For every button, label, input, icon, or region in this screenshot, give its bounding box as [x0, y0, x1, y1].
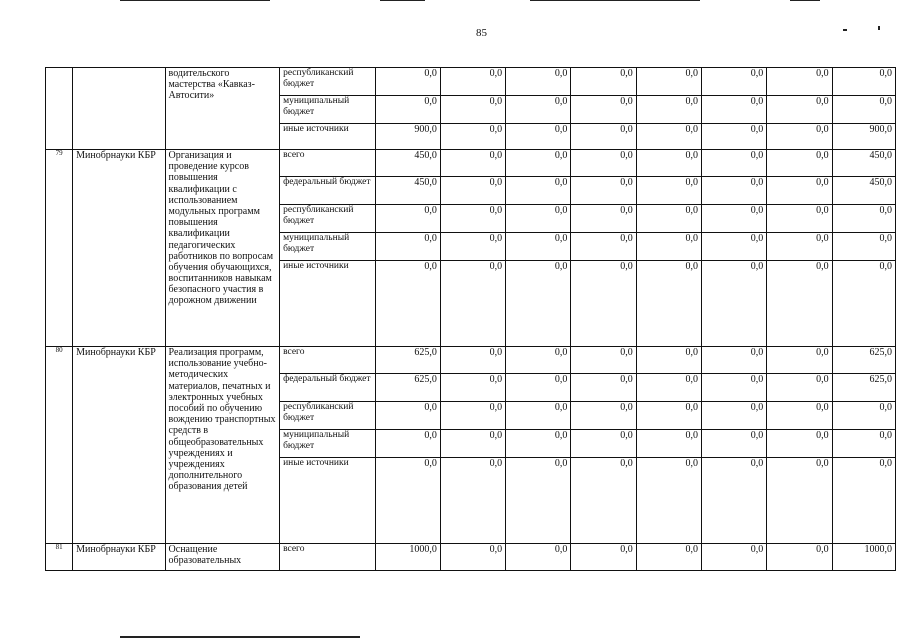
scan-artifact-bottom-line [120, 636, 360, 638]
amount-cell: 900,0 [375, 124, 440, 150]
amount-cell: 0,0 [506, 374, 571, 402]
amount-cell: 0,0 [636, 458, 701, 544]
amount-cell: 0,0 [702, 458, 767, 544]
amount-cell: 0,0 [636, 96, 701, 124]
amount-cell: 0,0 [832, 233, 895, 261]
scan-speck-2 [878, 26, 880, 30]
amount-cell: 0,0 [767, 68, 832, 96]
amount-cell: 0,0 [571, 430, 636, 458]
funding-source-cell: республиканский бюджет [280, 68, 375, 96]
amount-cell: 0,0 [702, 347, 767, 374]
amount-cell: 0,0 [702, 402, 767, 430]
amount-cell: 450,0 [375, 150, 440, 177]
funding-source-cell: муниципальный бюджет [280, 96, 375, 124]
table-row [46, 347, 896, 374]
executor-cell: Минобрнауки КБР [73, 347, 165, 544]
amount-cell: 0,0 [571, 96, 636, 124]
amount-cell: 0,0 [571, 544, 636, 571]
amount-cell: 0,0 [767, 430, 832, 458]
executor-cell: Минобрнауки КБР [73, 544, 165, 571]
page-number: 85 [476, 27, 487, 39]
amount-cell: 0,0 [636, 347, 701, 374]
amount-cell: 0,0 [702, 177, 767, 205]
amount-cell: 0,0 [375, 68, 440, 96]
amount-cell: 0,0 [506, 261, 571, 347]
scan-artifact-top-line-4 [790, 0, 820, 1]
item-number: 80 [46, 347, 73, 544]
amount-cell: 0,0 [767, 150, 832, 177]
amount-cell: 0,0 [832, 68, 895, 96]
funding-source-cell: федеральный бюджет [280, 374, 375, 402]
amount-cell: 0,0 [440, 150, 505, 177]
scan-artifact-top-line-2 [380, 0, 425, 1]
amount-cell: 0,0 [636, 150, 701, 177]
amount-cell: 0,0 [832, 96, 895, 124]
amount-cell: 0,0 [440, 205, 505, 233]
amount-cell: 0,0 [636, 233, 701, 261]
amount-cell: 0,0 [636, 374, 701, 402]
amount-cell: 450,0 [375, 177, 440, 205]
amount-cell: 0,0 [571, 347, 636, 374]
amount-cell: 0,0 [832, 205, 895, 233]
amount-cell: 0,0 [506, 205, 571, 233]
amount-cell: 0,0 [702, 374, 767, 402]
amount-cell: 0,0 [571, 68, 636, 96]
amount-cell: 0,0 [571, 233, 636, 261]
amount-cell: 0,0 [506, 430, 571, 458]
amount-cell: 0,0 [767, 96, 832, 124]
budget-table-body [46, 68, 896, 571]
table-row [46, 68, 896, 96]
amount-cell: 1000,0 [375, 544, 440, 571]
budget-table [45, 67, 896, 571]
funding-source-cell: иные источники [280, 261, 375, 347]
amount-cell: 0,0 [440, 544, 505, 571]
amount-cell: 0,0 [571, 458, 636, 544]
amount-cell: 0,0 [767, 177, 832, 205]
amount-cell: 0,0 [702, 96, 767, 124]
amount-cell: 0,0 [571, 261, 636, 347]
amount-cell: 0,0 [636, 124, 701, 150]
amount-cell: 0,0 [375, 96, 440, 124]
amount-cell: 0,0 [702, 261, 767, 347]
amount-cell: 0,0 [440, 430, 505, 458]
amount-cell: 0,0 [767, 374, 832, 402]
amount-cell: 0,0 [702, 68, 767, 96]
amount-cell: 0,0 [506, 347, 571, 374]
amount-cell: 0,0 [832, 430, 895, 458]
item-number [46, 68, 73, 150]
amount-cell: 0,0 [636, 402, 701, 430]
amount-cell: 0,0 [440, 124, 505, 150]
amount-cell: 0,0 [375, 261, 440, 347]
funding-source-cell: иные источники [280, 124, 375, 150]
amount-cell: 0,0 [375, 205, 440, 233]
scan-speck-1 [843, 29, 847, 31]
amount-cell: 0,0 [702, 233, 767, 261]
measure-name-cell: Реализация программ, использование учебно-методических материалов, печатных и электронных учебных пособий по обучению вождению транспортных средств в общеобразовательных учреждениях и учреждениях дополнительного образования детей [165, 347, 280, 544]
amount-cell: 0,0 [440, 458, 505, 544]
amount-cell: 0,0 [636, 430, 701, 458]
item-number: 79 [46, 150, 73, 347]
amount-cell: 0,0 [832, 458, 895, 544]
funding-source-cell: федеральный бюджет [280, 177, 375, 205]
amount-cell: 0,0 [571, 205, 636, 233]
scan-artifact-top-line-3 [530, 0, 700, 1]
table-row [46, 150, 896, 177]
amount-cell: 0,0 [702, 430, 767, 458]
item-number: 81 [46, 544, 73, 571]
funding-source-cell: всего [280, 544, 375, 571]
amount-cell: 625,0 [832, 347, 895, 374]
amount-cell: 0,0 [636, 205, 701, 233]
amount-cell: 0,0 [375, 430, 440, 458]
funding-source-cell: всего [280, 347, 375, 374]
amount-cell: 1000,0 [832, 544, 895, 571]
amount-cell: 450,0 [832, 177, 895, 205]
funding-source-cell: муниципальный бюджет [280, 233, 375, 261]
amount-cell: 0,0 [636, 261, 701, 347]
amount-cell: 0,0 [571, 124, 636, 150]
amount-cell: 0,0 [767, 347, 832, 374]
amount-cell: 0,0 [702, 150, 767, 177]
amount-cell: 0,0 [832, 402, 895, 430]
amount-cell: 0,0 [506, 402, 571, 430]
amount-cell: 0,0 [506, 233, 571, 261]
measure-name-cell: Оснащение образовательных [165, 544, 280, 571]
amount-cell: 0,0 [571, 150, 636, 177]
amount-cell: 0,0 [636, 68, 701, 96]
amount-cell: 0,0 [506, 544, 571, 571]
amount-cell: 0,0 [440, 374, 505, 402]
amount-cell: 0,0 [636, 544, 701, 571]
funding-source-cell: иные источники [280, 458, 375, 544]
amount-cell: 0,0 [767, 458, 832, 544]
funding-source-cell: республиканский бюджет [280, 205, 375, 233]
amount-cell: 0,0 [767, 544, 832, 571]
amount-cell: 0,0 [506, 458, 571, 544]
amount-cell: 0,0 [506, 68, 571, 96]
amount-cell: 0,0 [375, 402, 440, 430]
funding-source-cell: муниципальный бюджет [280, 430, 375, 458]
amount-cell: 0,0 [506, 96, 571, 124]
amount-cell: 0,0 [375, 233, 440, 261]
amount-cell: 0,0 [440, 261, 505, 347]
amount-cell: 450,0 [832, 150, 895, 177]
amount-cell: 0,0 [440, 347, 505, 374]
scan-artifact-top-line-1 [120, 0, 270, 1]
amount-cell: 0,0 [440, 96, 505, 124]
amount-cell: 0,0 [767, 261, 832, 347]
amount-cell: 0,0 [571, 177, 636, 205]
amount-cell: 0,0 [440, 233, 505, 261]
funding-source-cell: республиканский бюджет [280, 402, 375, 430]
table-row [46, 544, 896, 571]
amount-cell: 0,0 [636, 177, 701, 205]
amount-cell: 0,0 [702, 544, 767, 571]
amount-cell: 625,0 [832, 374, 895, 402]
amount-cell: 0,0 [440, 177, 505, 205]
amount-cell: 0,0 [506, 177, 571, 205]
amount-cell: 0,0 [506, 150, 571, 177]
amount-cell: 0,0 [440, 68, 505, 96]
amount-cell: 0,0 [767, 402, 832, 430]
executor-cell: Минобрнауки КБР [73, 150, 165, 347]
amount-cell: 900,0 [832, 124, 895, 150]
measure-name-cell: Организация и проведение курсов повышения квалификации с использованием модульных программ повышения квалификации педагогических работников по вопросам обучения обучающихся, воспитанников навыкам безопасного участия в дорожном движении [165, 150, 280, 347]
funding-source-cell: всего [280, 150, 375, 177]
amount-cell: 0,0 [702, 124, 767, 150]
amount-cell: 0,0 [832, 261, 895, 347]
amount-cell: 0,0 [375, 458, 440, 544]
amount-cell: 0,0 [767, 205, 832, 233]
amount-cell: 0,0 [440, 402, 505, 430]
amount-cell: 625,0 [375, 347, 440, 374]
amount-cell: 0,0 [767, 233, 832, 261]
amount-cell: 0,0 [506, 124, 571, 150]
amount-cell: 0,0 [571, 402, 636, 430]
amount-cell: 0,0 [702, 205, 767, 233]
measure-name-cell: водительского мастерства «Кавказ-Автосити» [165, 68, 280, 150]
amount-cell: 0,0 [767, 124, 832, 150]
amount-cell: 625,0 [375, 374, 440, 402]
executor-cell [73, 68, 165, 150]
amount-cell: 0,0 [571, 374, 636, 402]
